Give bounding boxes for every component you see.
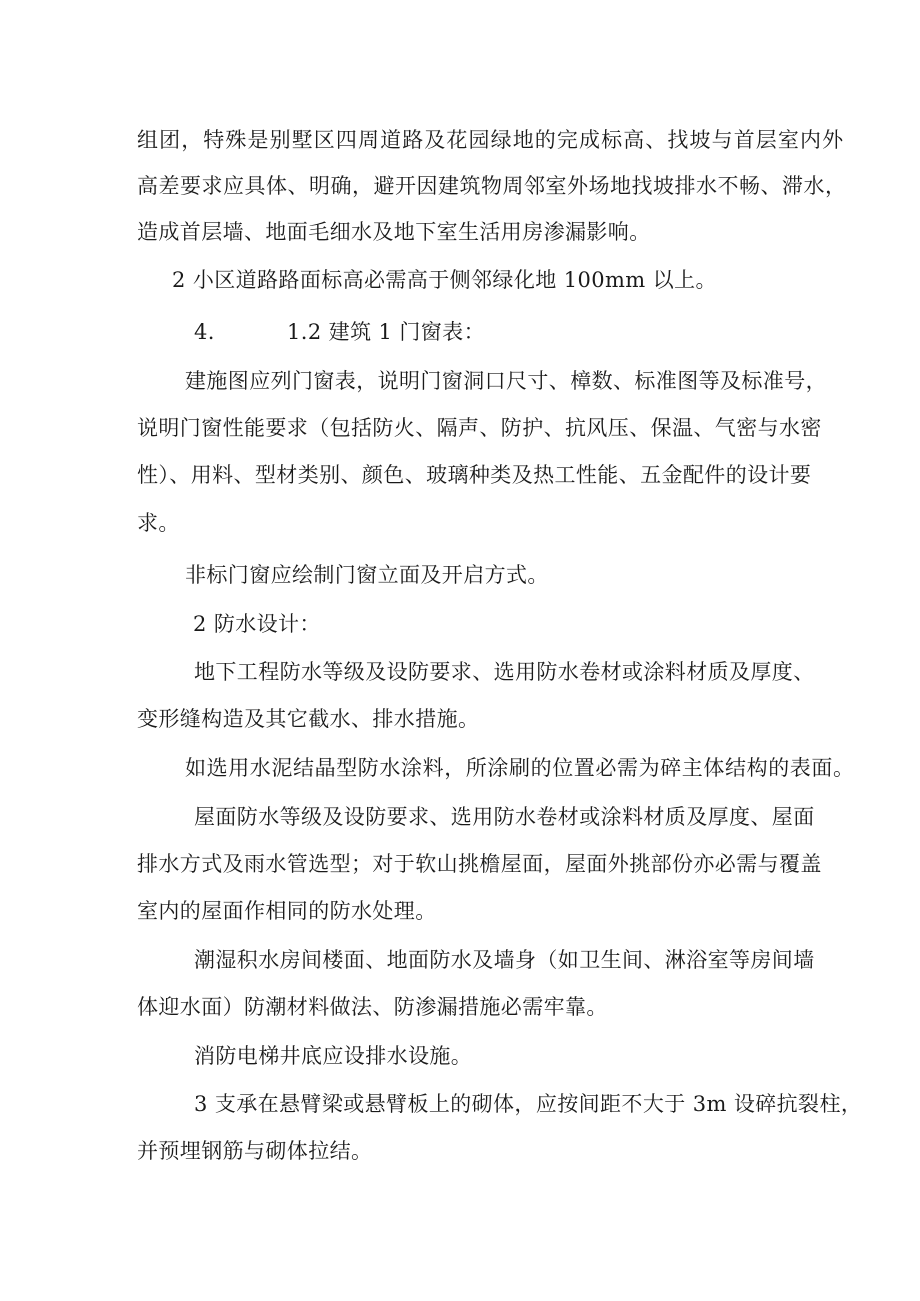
paragraph-1-line-1: 组团，特殊是别墅区四周道路及花园绿地的完成标高、找坡与首层室内外	[137, 128, 845, 152]
paragraph-9-line-2: 排水方式及雨水管选型；对于软山挑檐屋面，屋面外挑部份亦必需与覆盖	[137, 852, 822, 876]
paragraph-4-line-2: 说明门窗性能要求（包括防火、隔声、防护、抗风压、保温、气密与水密	[137, 416, 822, 440]
paragraph-9-line-3: 室内的屋面作相同的防水处理。	[137, 899, 437, 923]
paragraph-1-line-2: 高差要求应具体、明确，避开因建筑物周邻室外场地找坡排水不畅、滞水，	[137, 174, 847, 198]
paragraph-4-line-1: 建施图应列门窗表，说明门窗洞口尺寸、樟数、标准图等及标准号，	[185, 369, 827, 393]
paragraph-12-line-2: 并预埋钢筋与砌体拉结。	[137, 1139, 373, 1163]
paragraph-4-line-3: 性）、用料、型材类别、颜色、玻璃种类及热工性能、五金配件的设计要	[137, 463, 812, 487]
paragraph-10-line-2: 体迎水面）防潮材料做法、防渗漏措施必需牢靠。	[137, 995, 608, 1019]
paragraph-10-line-1: 潮湿积水房间楼面、地面防水及墙身（如卫生间、淋浴室等房间墙	[194, 948, 815, 972]
section-heading-waterproof-design: 2 防水设计：	[193, 612, 321, 636]
paragraph-12-line-1: 3 支承在悬臂梁或悬臂板上的砌体，应按间距不大于 3m 设碎抗裂柱，	[194, 1092, 863, 1116]
paragraph-2-line-1: 2 小区道路路面标高必需高于侧邻绿化地 100mm 以上。	[172, 268, 717, 292]
paragraph-9-line-1: 屋面防水等级及设防要求、选用防水卷材或涂料材质及厚度、屋面	[194, 805, 815, 829]
paragraph-4-line-4: 求。	[137, 511, 180, 535]
paragraph-8-line-1: 如选用水泥结晶型防水涂料，所涂刷的位置必需为碎主体结构的表面。	[185, 756, 855, 780]
paragraph-1-line-3: 造成首层墙、地面毛细水及地下室生活用房渗漏影响。	[137, 220, 651, 244]
section-heading-door-window-schedule: 1.2 建筑 1 门窗表：	[287, 320, 485, 344]
paragraph-7-line-1: 地下工程防水等级及设防要求、选用防水卷材或涂料材质及厚度、	[194, 660, 815, 684]
paragraph-5-line-1: 非标门窗应绘制门窗立面及开启方式。	[185, 563, 549, 587]
section-number: 4.	[194, 320, 215, 344]
paragraph-11-line-1: 消防电梯井底应设排水设施。	[194, 1044, 473, 1068]
paragraph-7-line-2: 变形缝构造及其它截水、排水措施。	[137, 707, 480, 731]
